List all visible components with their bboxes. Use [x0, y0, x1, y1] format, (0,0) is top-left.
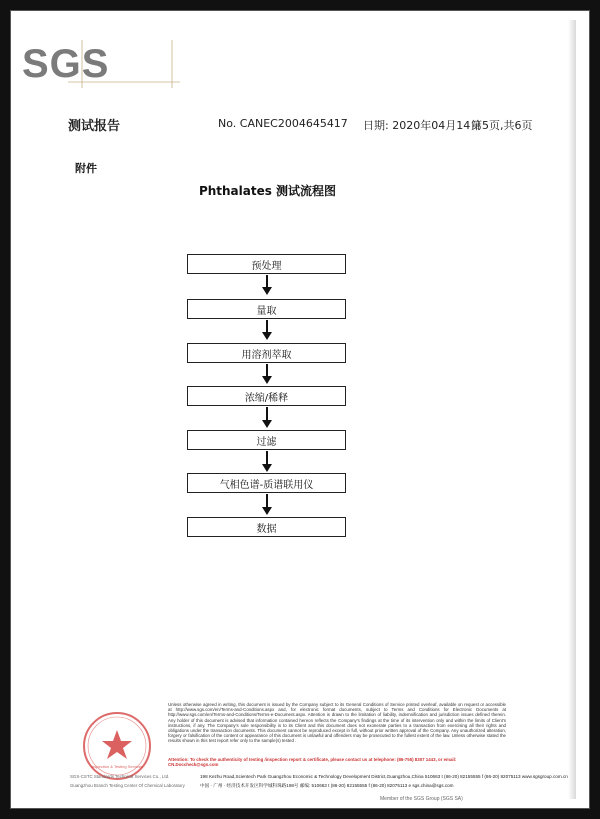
flow-arrow	[266, 494, 268, 507]
flow-arrowhead	[262, 287, 272, 295]
flow-step-concentrate-dilute: 浓缩/稀释	[187, 386, 346, 406]
flow-arrow	[266, 451, 268, 464]
authenticity-notice-text: Attention: To check the authenticity of testing /inspection report & certificate, please contact us at telephone: (86-755) 8307 1443, or email: CN.Doccheck@sgs.com	[168, 757, 457, 768]
page-indicator: 第5页,共6页	[471, 119, 533, 132]
address-english: 198 Kezhu Road,Scientech Park Guangzhou Economic & Technology Development District,Guangzhou,China 510663 t (86-20) 82155555 f (86-20) 82075113 www.sgsgroup.com.cn	[200, 774, 568, 779]
flowchart-title: Phthalates 测试流程图	[198, 184, 337, 198]
company-branch-en: Guangzhou Branch Testing Center Of Chemical Laboratory	[70, 783, 185, 788]
company-name-en: SGS-CSTC Standards Technical Services Co., Ltd.	[70, 774, 170, 779]
authenticity-notice	[168, 757, 506, 767]
report-title: 测试报告	[68, 119, 121, 134]
stamp-text: Inspection & Testing Services	[90, 764, 144, 769]
flow-arrowhead	[262, 332, 272, 340]
flow-arrowhead	[262, 464, 272, 472]
flow-arrow	[266, 275, 268, 287]
company-seal-stamp	[70, 700, 165, 795]
member-of-sgs-group: Member of the SGS Group (SGS SA)	[380, 796, 463, 802]
flow-step-pretreatment: 预处理	[187, 254, 346, 274]
flow-step-solvent-extraction: 用溶剂萃取	[187, 343, 346, 363]
address-chinese: 中国 · 广州 · 经济技术开发区科学城科珠路198号 邮编: 510663 t (86-20) 82155555 f (86-20) 82075113 e sgs.china@sgs.com	[200, 783, 454, 788]
terms-and-conditions: Unless otherwise agreed in writing, this document is issued by the Company subject to its General Conditions of Service printed overleaf, available on request or accessible at http://www.sgs.com/en/Terms-and-Conditions.aspx and, for electronic format documents, subject to Terms and Conditions for Electronic Documents at http://www.sgs.com/en/Terms-and-Conditions/Terms-e-Document.aspx. Attention is drawn to the limitation of liability, indemnification and jurisdiction issues defined therein. Any holder of this document is advised that information contained hereon reflects the Company's findings at the time of its intervention only and within the limits of Client's instructions, if any. The Company's sole responsibility is to its Client and this document does not exonerate parties to a transaction from exercising all their rights and obligations under the transaction documents. This document cannot be reproduced except in full, without prior written approval of the Company. Any unauthorized alteration, forgery or falsification of the content or appearance of this document is unlawful and offenders may be prosecuted to the fullest extent of the law. Unless otherwise stated the results shown in this test report refer only to the sample(s) tested .	[168, 702, 506, 744]
flow-step-data: 数据	[187, 517, 346, 537]
flow-step-filter: 过滤	[187, 430, 346, 450]
flow-arrow	[266, 407, 268, 420]
flow-step-measure: 量取	[187, 299, 346, 319]
report-number: No. CANEC2004645417	[218, 117, 348, 130]
flow-arrowhead	[262, 507, 272, 515]
flow-step-gc-ms: 气相色谱-质谱联用仪	[187, 473, 346, 493]
flow-arrow	[266, 364, 268, 376]
page-shadow	[568, 20, 576, 799]
sgs-logo-text: SGS	[22, 42, 110, 86]
report-date: 日期: 2020年04月14日	[363, 119, 482, 132]
attachment-label: 附件	[75, 162, 97, 175]
flow-arrowhead	[262, 376, 272, 384]
flow-arrow	[266, 320, 268, 332]
flow-arrowhead	[262, 420, 272, 428]
